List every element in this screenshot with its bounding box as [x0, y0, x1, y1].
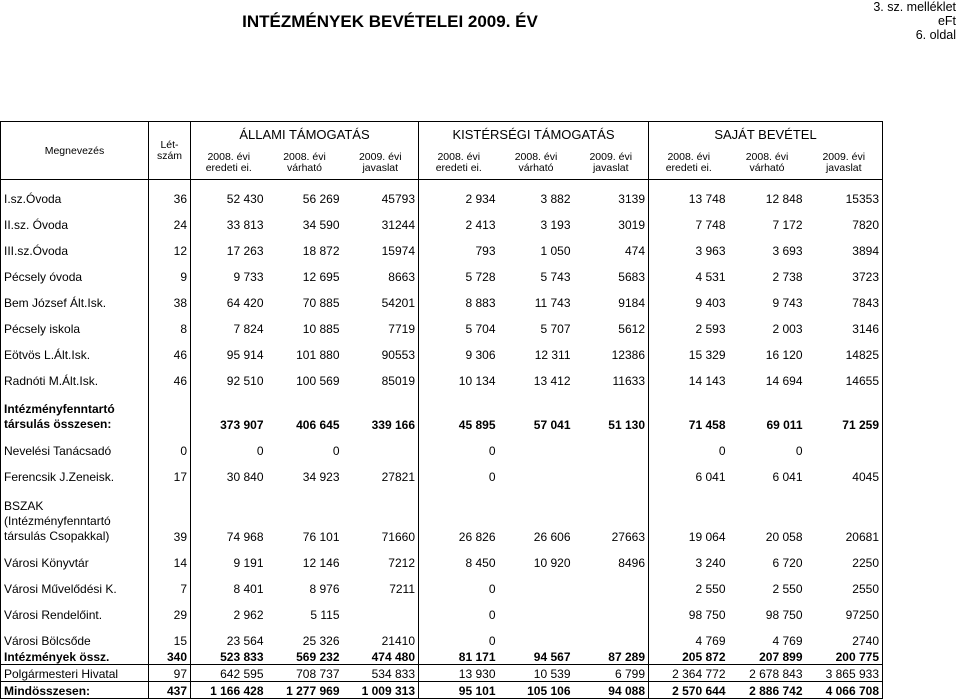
value-cell [343, 596, 419, 622]
value-cell [574, 458, 649, 484]
value-cell: 12 311 [534, 347, 571, 362]
value-cell [499, 570, 574, 596]
headcount-cell: 46 [149, 362, 191, 388]
value-cell: 2550 [806, 570, 883, 596]
value-cell: 5 728 [465, 269, 496, 284]
value-cell: 34 590 [302, 217, 340, 232]
value-cell: 12386 [574, 336, 649, 362]
value-cell: 95 101 [419, 682, 499, 699]
value-cell [806, 432, 883, 458]
value-cell: 9 191 [233, 555, 264, 570]
headcount-cell: 36 [149, 180, 191, 206]
value-cell: 708 737 [267, 665, 343, 682]
value-cell: 25 326 [302, 633, 340, 648]
row-label: Nevelési Tanácsadó [1, 432, 149, 458]
row-label: Intézmények össz. [1, 648, 149, 665]
table-row [1, 544, 883, 570]
value-cell: 1 050 [540, 243, 571, 258]
table-row [1, 232, 883, 258]
value-cell: 2 886 742 [729, 682, 806, 699]
value-cell: 19 064 [688, 529, 726, 544]
value-cell: 406 645 [296, 417, 340, 432]
value-cell: 9 306 [465, 347, 496, 362]
headcount-cell: 97 [149, 665, 191, 682]
value-cell: 85019 [343, 362, 419, 388]
value-cell: 71 458 [688, 417, 726, 432]
headcount-cell [149, 388, 191, 432]
row-label: Városi Művelődési K. [1, 570, 149, 596]
value-cell: 474 480 [343, 648, 419, 665]
column-header-9: 2009. évi javaslat [806, 147, 883, 180]
value-cell: 14825 [806, 336, 883, 362]
value-cell: 26 826 [458, 529, 496, 544]
value-cell: 7212 [343, 544, 419, 570]
value-cell: 373 907 [220, 417, 264, 432]
value-cell: 90553 [343, 336, 419, 362]
value-cell: 2 364 772 [649, 665, 729, 682]
value-cell: 70 885 [302, 295, 340, 310]
value-cell: 10 920 [533, 555, 571, 570]
value-cell: 0 [488, 633, 496, 648]
headcount-cell: 8 [149, 310, 191, 336]
row-label: Mindösszesen: [1, 682, 149, 699]
value-cell [574, 622, 649, 648]
value-cell: 97250 [806, 596, 883, 622]
value-cell: 15974 [343, 232, 419, 258]
headcount-cell: 340 [149, 648, 191, 665]
value-cell: 27821 [343, 458, 419, 484]
row-label: Városi Könyvtár [1, 544, 149, 570]
value-cell: 8 401 [233, 581, 264, 596]
value-cell: 5 743 [540, 269, 571, 284]
value-cell: 2 413 [465, 217, 496, 232]
value-cell: 0 [488, 469, 496, 484]
value-cell [574, 596, 649, 622]
value-cell: 3 240 [695, 555, 726, 570]
value-cell: 0 [332, 443, 340, 458]
value-cell: 8663 [343, 258, 419, 284]
headcount-cell: 12 [149, 232, 191, 258]
table-row [1, 180, 883, 206]
value-cell: 20681 [806, 484, 883, 544]
value-cell: 15 329 [688, 347, 726, 362]
value-cell: 2 738 [772, 269, 803, 284]
value-cell: 4 531 [695, 269, 726, 284]
headcount-cell: 437 [149, 682, 191, 699]
value-cell: 15353 [806, 180, 883, 206]
value-cell [499, 622, 574, 648]
headcount-cell: 29 [149, 596, 191, 622]
value-cell: 11633 [574, 362, 649, 388]
revenue-table [0, 121, 883, 699]
value-cell: 16 120 [765, 347, 803, 362]
value-cell: 4 066 708 [806, 682, 883, 699]
table-row [1, 570, 883, 596]
value-cell: 33 813 [226, 217, 264, 232]
column-header-name: Megnevezés [1, 122, 149, 180]
value-cell: 57 041 [533, 417, 571, 432]
value-cell: 5612 [574, 310, 649, 336]
headcount-cell: 7 [149, 570, 191, 596]
column-header-3: 2009. évi javaslat [343, 147, 419, 180]
value-cell: 30 840 [226, 469, 264, 484]
value-cell: 12 848 [765, 191, 803, 206]
group-header-1: ÁLLAMI TÁMOGATÁS [191, 122, 419, 147]
unit-label: eFt [937, 14, 956, 28]
value-cell [499, 458, 574, 484]
headcount-cell: 39 [149, 484, 191, 544]
column-header-6: 2009. évi javaslat [574, 147, 649, 180]
value-cell: 13 412 [533, 373, 571, 388]
row-label: Városi Rendelőint. [1, 596, 149, 622]
column-header-2: 2008. évi várható [267, 147, 343, 180]
value-cell: 34 923 [302, 469, 340, 484]
value-cell: 0 [795, 443, 803, 458]
value-cell: 71660 [343, 484, 419, 544]
headcount-cell: 17 [149, 458, 191, 484]
row-label: Városi Bölcsőde [1, 622, 149, 648]
value-cell: 6 041 [772, 469, 803, 484]
headcount-cell: 46 [149, 336, 191, 362]
value-cell: 2250 [806, 544, 883, 570]
value-cell: 69 011 [766, 417, 803, 432]
value-cell: 3 882 [540, 191, 571, 206]
value-cell: 21410 [343, 622, 419, 648]
row-label: Pécsely iskola [1, 310, 149, 336]
value-cell: 105 106 [499, 682, 574, 699]
value-cell: 18 872 [302, 243, 340, 258]
value-cell: 5 707 [540, 321, 571, 336]
value-cell: 1 009 313 [343, 682, 419, 699]
value-cell: 1 277 969 [267, 682, 343, 699]
value-cell: 100 569 [296, 373, 340, 388]
value-cell: 4045 [806, 458, 883, 484]
value-cell: 76 101 [302, 529, 340, 544]
value-cell: 6 720 [772, 555, 803, 570]
value-cell: 71 259 [806, 388, 883, 432]
row-label: Intézményfenntartó társulás összesen: [1, 388, 149, 432]
value-cell: 534 833 [343, 665, 419, 682]
value-cell: 207 899 [729, 648, 806, 665]
value-cell: 10 885 [302, 321, 340, 336]
value-cell: 4 769 [695, 633, 726, 648]
page-title: INTÉZMÉNYEK BEVÉTELEI 2009. ÉV [242, 12, 538, 31]
table-row [1, 665, 883, 682]
column-header-4: 2008. évi eredeti ei. [419, 147, 499, 180]
value-cell: 7843 [806, 284, 883, 310]
value-cell: 0 [488, 581, 496, 596]
value-cell: 0 [488, 443, 496, 458]
table-row [1, 284, 883, 310]
table-row [1, 432, 883, 458]
table-row [1, 336, 883, 362]
value-cell: 8 450 [465, 555, 496, 570]
value-cell: 205 872 [649, 648, 729, 665]
value-cell: 9184 [574, 284, 649, 310]
value-cell: 94 088 [574, 682, 649, 699]
column-header-headcount: Lét- szám [149, 122, 191, 180]
row-label: Bem József Ált.Isk. [1, 284, 149, 310]
value-cell: 5 704 [465, 321, 496, 336]
row-label: Eötvös L.Ált.Isk. [1, 336, 149, 362]
value-cell: 0 [488, 607, 496, 622]
value-cell: 14 694 [765, 373, 803, 388]
value-cell: 3723 [806, 258, 883, 284]
value-cell: 12 146 [302, 555, 340, 570]
value-cell: 45 895 [458, 417, 496, 432]
headcount-cell: 14 [149, 544, 191, 570]
value-cell: 3894 [806, 232, 883, 258]
row-label: Polgármesteri Hivatal [1, 665, 149, 682]
headcount-cell: 24 [149, 206, 191, 232]
value-cell: 56 269 [302, 191, 340, 206]
value-cell [499, 596, 574, 622]
value-cell: 95 914 [226, 347, 264, 362]
group-header-row [1, 122, 883, 147]
value-cell: 64 420 [226, 295, 264, 310]
value-cell [499, 432, 574, 458]
value-cell: 74 968 [226, 529, 264, 544]
table-row [1, 622, 883, 648]
value-cell: 474 [574, 232, 649, 258]
table-row [1, 310, 883, 336]
value-cell: 31244 [343, 206, 419, 232]
value-cell: 11 743 [534, 295, 571, 310]
value-cell: 45793 [343, 180, 419, 206]
value-cell: 2 934 [465, 191, 496, 206]
value-cell: 51 130 [574, 388, 649, 432]
value-cell: 10 539 [499, 665, 574, 682]
row-label: II.sz. Óvoda [1, 206, 149, 232]
value-cell: 7719 [343, 310, 419, 336]
row-label: Ferencsik J.Zeneisk. [1, 458, 149, 484]
value-cell: 8496 [574, 544, 649, 570]
value-cell: 5683 [574, 258, 649, 284]
value-cell: 2 678 843 [729, 665, 806, 682]
value-cell: 339 166 [343, 388, 419, 432]
group-header-3: SAJÁT BEVÉTEL [649, 122, 883, 147]
table-row [1, 484, 883, 544]
headcount-cell: 9 [149, 258, 191, 284]
value-cell: 8 883 [465, 295, 496, 310]
value-cell: 1 166 428 [191, 682, 267, 699]
headcount-cell: 38 [149, 284, 191, 310]
row-label: Radnóti M.Ált.Isk. [1, 362, 149, 388]
value-cell: 793 [475, 243, 496, 258]
value-cell: 92 510 [226, 373, 264, 388]
row-label: Pécsely óvoda [1, 258, 149, 284]
value-cell: 7 172 [772, 217, 803, 232]
value-cell [343, 432, 419, 458]
value-cell [574, 432, 649, 458]
value-cell: 3 693 [772, 243, 803, 258]
table-row [1, 258, 883, 284]
value-cell: 642 595 [191, 665, 267, 682]
value-cell: 3 865 933 [806, 665, 883, 682]
value-cell: 569 232 [267, 648, 343, 665]
table-row [1, 362, 883, 388]
value-cell [574, 570, 649, 596]
value-cell: 3019 [574, 206, 649, 232]
row-label: BSZAK (Intézményfenntartó társulás Csopakkal) [1, 484, 149, 544]
table-row [1, 388, 883, 432]
value-cell: 9 403 [695, 295, 726, 310]
value-cell: 4 769 [772, 633, 803, 648]
value-cell: 81 171 [419, 648, 499, 665]
value-cell: 94 567 [499, 648, 574, 665]
value-cell: 26 606 [533, 529, 571, 544]
value-cell: 2 550 [772, 581, 803, 596]
column-header-5: 2008. évi várható [499, 147, 574, 180]
value-cell: 20 058 [765, 529, 803, 544]
row-label: III.sz.Óvoda [1, 232, 149, 258]
value-cell: 98 750 [688, 607, 726, 622]
value-cell: 3139 [574, 180, 649, 206]
column-header-7: 2008. évi eredeti ei. [649, 147, 729, 180]
table-row [1, 206, 883, 232]
value-cell: 200 775 [806, 648, 883, 665]
column-header-8: 2008. évi várható [729, 147, 806, 180]
value-cell: 101 880 [296, 347, 340, 362]
value-cell: 2 593 [695, 321, 726, 336]
value-cell: 27663 [574, 484, 649, 544]
value-cell: 0 [718, 443, 726, 458]
row-label: I.sz.Óvoda [1, 180, 149, 206]
page-number: 6. oldal [915, 28, 956, 42]
value-cell: 6 041 [695, 469, 726, 484]
value-cell: 3 193 [540, 217, 571, 232]
value-cell: 0 [256, 443, 264, 458]
value-cell: 7211 [343, 570, 419, 596]
value-cell: 23 564 [226, 633, 264, 648]
value-cell: 8 976 [309, 581, 340, 596]
column-header-1: 2008. évi eredeti ei. [191, 147, 267, 180]
value-cell: 12 695 [302, 269, 340, 284]
value-cell: 2 550 [695, 581, 726, 596]
value-cell: 3146 [806, 310, 883, 336]
value-cell: 87 289 [574, 648, 649, 665]
value-cell: 5 115 [310, 607, 340, 622]
value-cell: 2 570 644 [649, 682, 729, 699]
table-row [1, 596, 883, 622]
value-cell: 9 743 [772, 295, 803, 310]
value-cell: 17 263 [226, 243, 264, 258]
value-cell: 7820 [806, 206, 883, 232]
value-cell: 54201 [343, 284, 419, 310]
headcount-cell: 0 [149, 432, 191, 458]
headcount-cell: 15 [149, 622, 191, 648]
table-row [1, 458, 883, 484]
value-cell: 3 963 [695, 243, 726, 258]
value-cell: 14 143 [688, 373, 726, 388]
value-cell: 7 748 [695, 217, 726, 232]
value-cell: 6 799 [574, 665, 649, 682]
value-cell: 7 824 [233, 321, 264, 336]
value-cell: 14655 [806, 362, 883, 388]
value-cell: 2 003 [772, 321, 803, 336]
annex-label: 3. sz. melléklet [873, 0, 956, 14]
value-cell: 98 750 [765, 607, 803, 622]
value-cell: 2740 [806, 622, 883, 648]
value-cell: 13 930 [419, 665, 499, 682]
group-header-2: KISTÉRSÉGI TÁMOGATÁS [419, 122, 649, 147]
value-cell: 9 733 [233, 269, 264, 284]
value-cell: 10 134 [458, 373, 496, 388]
value-cell: 13 748 [688, 191, 726, 206]
table-row [1, 682, 883, 699]
value-cell: 52 430 [226, 191, 264, 206]
value-cell: 2 962 [233, 607, 264, 622]
page-reference [873, 0, 956, 42]
table-row [1, 648, 883, 665]
value-cell: 523 833 [191, 648, 267, 665]
